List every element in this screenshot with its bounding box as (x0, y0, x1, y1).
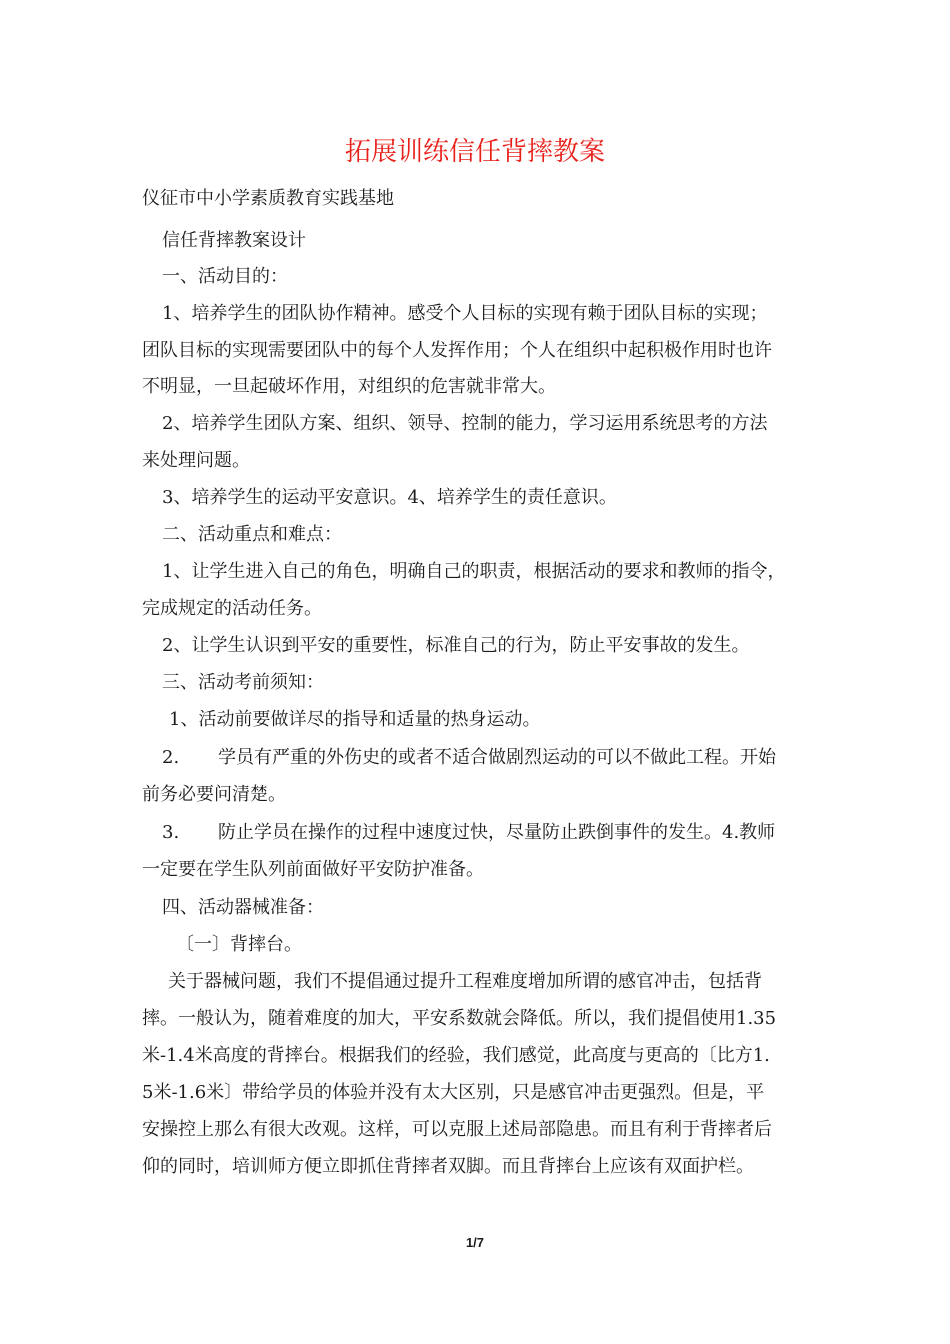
text-line: 前务必要问清楚。 (142, 784, 286, 805)
text-line: 米-1.4米高度的背摔台。根据我们的经验，我们感觉，此高度与更高的〔比方1. (142, 1045, 770, 1066)
section-heading: 一、活动目的： (162, 266, 288, 287)
text-line: 完成规定的活动任务。 (142, 598, 322, 619)
text-line: 安操控上那么有很大改观。这样，可以克服上述局部隐患。而且有利于背摔者后 (142, 1119, 772, 1140)
text-line: 1、活动前要做详尽的指导和适量的热身运动。 (169, 709, 541, 730)
text-line: 摔。一般认为，随着难度的加大，平安系数就会降低。所以，我们提倡使用1.35 (142, 1008, 777, 1029)
text-line: 2、培养学生团队方案、组织、领导、控制的能力，学习运用系统思考的方法 (162, 413, 768, 434)
text-line: 来处理问题。 (142, 450, 250, 471)
list-number: 3. (162, 822, 180, 843)
text-line: 1、让学生进入自己的角色，明确自己的职责，根据活动的要求和教师的指令， (162, 561, 786, 582)
document-title: 拓展训练信任背摔教案 (344, 137, 605, 167)
text-line: 不明显，一旦起破坏作用，对组织的危害就非常大。 (142, 376, 556, 397)
text-line: 关于器械问题，我们不提倡通过提升工程难度增加所谓的感官冲击，包括背 (168, 971, 762, 992)
list-number: 2. (162, 747, 180, 768)
text-line: 仰的同时，培训师方便立即抓住背摔者双脚。而且背摔台上应该有双面护栏。 (142, 1156, 754, 1177)
text-line: 5米-1.6米〕带给学员的体验并没有太大区别，只是感官冲击更强烈。但是，平 (142, 1082, 765, 1103)
list-item (162, 745, 776, 771)
text-line: 1、培养学生的团队协作精神。感受个人目标的实现有赖于团队目标的实现； (162, 303, 768, 324)
text-line: 3、培养学生的运动平安意识。4、培养学生的责任意识。 (162, 487, 617, 508)
list-item (162, 820, 775, 846)
text-line: 信任背摔教案设计 (162, 230, 306, 251)
list-text: 学员有严重的外伤史的或者不适合做剧烈运动的可以不做此工程。开始 (218, 747, 776, 768)
section-heading: 二、活动重点和难点： (162, 524, 342, 545)
subsection-heading: 〔一〕背摔台。 (176, 934, 302, 955)
section-heading: 三、活动考前须知： (162, 672, 324, 693)
text-line: 仪征市中小学素质教育实践基地 (142, 188, 394, 209)
text-line: 一定要在学生队列前面做好平安防护准备。 (142, 859, 484, 880)
list-text: 防止学员在操作的过程中速度过快，尽量防止跌倒事件的发生。4.教师 (218, 822, 776, 843)
text-line: 团队目标的实现需要团队中的每个人发挥作用；个人在组织中起积极作用时也许 (142, 340, 772, 361)
page-number: 1/7 (465, 1235, 485, 1250)
section-heading: 四、活动器械准备： (162, 897, 324, 918)
text-line: 2、让学生认识到平安的重要性，标准自己的行为，防止平安事故的发生。 (162, 635, 750, 656)
